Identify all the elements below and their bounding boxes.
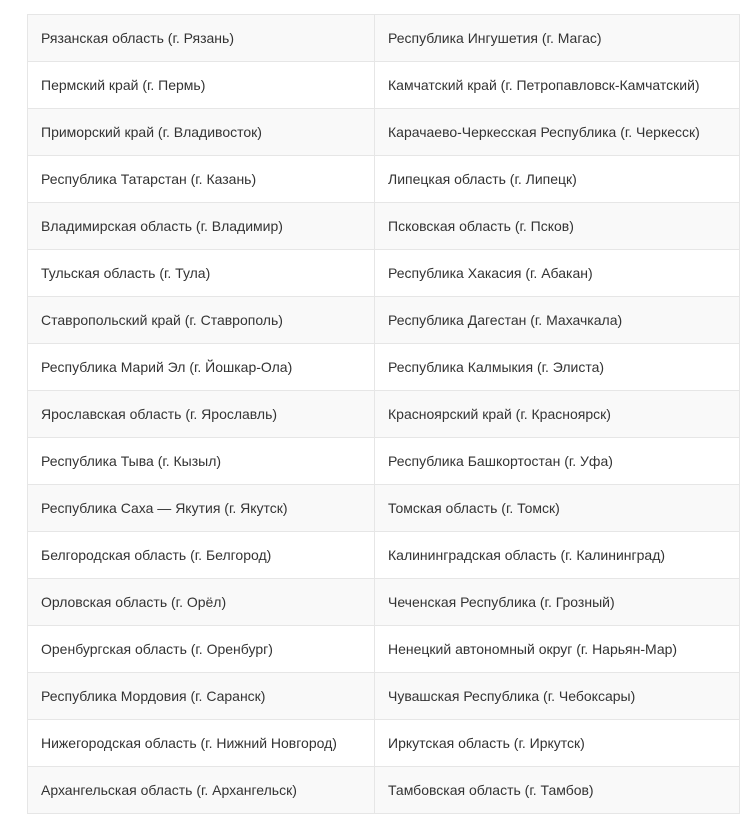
table-cell-region: Камчатский край (г. Петропавловск-Камчатский) — [375, 62, 740, 109]
table-cell-region: Нижегородская область (г. Нижний Новгород) — [28, 720, 375, 767]
table-cell-region: Республика Дагестан (г. Махачкала) — [375, 297, 740, 344]
table-cell-region: Республика Тыва (г. Кызыл) — [28, 438, 375, 485]
table-cell-region: Псковская область (г. Псков) — [375, 203, 740, 250]
table-cell-region: Тамбовская область (г. Тамбов) — [375, 767, 740, 814]
table-cell-region: Ненецкий автономный округ (г. Нарьян-Мар) — [375, 626, 740, 673]
table-cell-region: Пермский край (г. Пермь) — [28, 62, 375, 109]
table-row — [28, 391, 740, 438]
table-row — [28, 673, 740, 720]
table-cell-region: Республика Мордовия (г. Саранск) — [28, 673, 375, 720]
table-cell-region: Томская область (г. Томск) — [375, 485, 740, 532]
table-cell-region: Республика Башкортостан (г. Уфа) — [375, 438, 740, 485]
table-row — [28, 720, 740, 767]
table-cell-region: Рязанская область (г. Рязань) — [28, 15, 375, 62]
table-cell-region: Республика Калмыкия (г. Элиста) — [375, 344, 740, 391]
table-row — [28, 344, 740, 391]
table-cell-region: Республика Хакасия (г. Абакан) — [375, 250, 740, 297]
table-cell-region: Чеченская Республика (г. Грозный) — [375, 579, 740, 626]
table-cell-region: Оренбургская область (г. Оренбург) — [28, 626, 375, 673]
table-cell-region: Владимирская область (г. Владимир) — [28, 203, 375, 250]
regions-table — [27, 14, 740, 814]
table-cell-region: Карачаево-Черкесская Республика (г. Черкесск) — [375, 109, 740, 156]
regions-table-body — [28, 15, 740, 814]
table-row — [28, 250, 740, 297]
table-row — [28, 15, 740, 62]
table-row — [28, 485, 740, 532]
table-row — [28, 579, 740, 626]
table-row — [28, 438, 740, 485]
table-cell-region: Калининградская область (г. Калининград) — [375, 532, 740, 579]
table-cell-region: Республика Саха — Якутия (г. Якутск) — [28, 485, 375, 532]
table-cell-region: Приморский край (г. Владивосток) — [28, 109, 375, 156]
table-row — [28, 767, 740, 814]
table-cell-region: Орловская область (г. Орёл) — [28, 579, 375, 626]
table-cell-region: Белгородская область (г. Белгород) — [28, 532, 375, 579]
table-row — [28, 109, 740, 156]
table-cell-region: Ярославская область (г. Ярославль) — [28, 391, 375, 438]
table-cell-region: Тульская область (г. Тула) — [28, 250, 375, 297]
table-cell-region: Архангельская область (г. Архангельск) — [28, 767, 375, 814]
table-cell-region: Ставропольский край (г. Ставрополь) — [28, 297, 375, 344]
table-cell-region: Чувашская Республика (г. Чебоксары) — [375, 673, 740, 720]
regions-table-container — [27, 14, 739, 814]
table-cell-region: Республика Ингушетия (г. Магас) — [375, 15, 740, 62]
table-row — [28, 156, 740, 203]
table-cell-region: Красноярский край (г. Красноярск) — [375, 391, 740, 438]
table-row — [28, 62, 740, 109]
table-row — [28, 626, 740, 673]
table-cell-region: Иркутская область (г. Иркутск) — [375, 720, 740, 767]
table-row — [28, 297, 740, 344]
table-row — [28, 532, 740, 579]
table-cell-region: Республика Татарстан (г. Казань) — [28, 156, 375, 203]
table-cell-region: Республика Марий Эл (г. Йошкар-Ола) — [28, 344, 375, 391]
table-row — [28, 203, 740, 250]
table-cell-region: Липецкая область (г. Липецк) — [375, 156, 740, 203]
